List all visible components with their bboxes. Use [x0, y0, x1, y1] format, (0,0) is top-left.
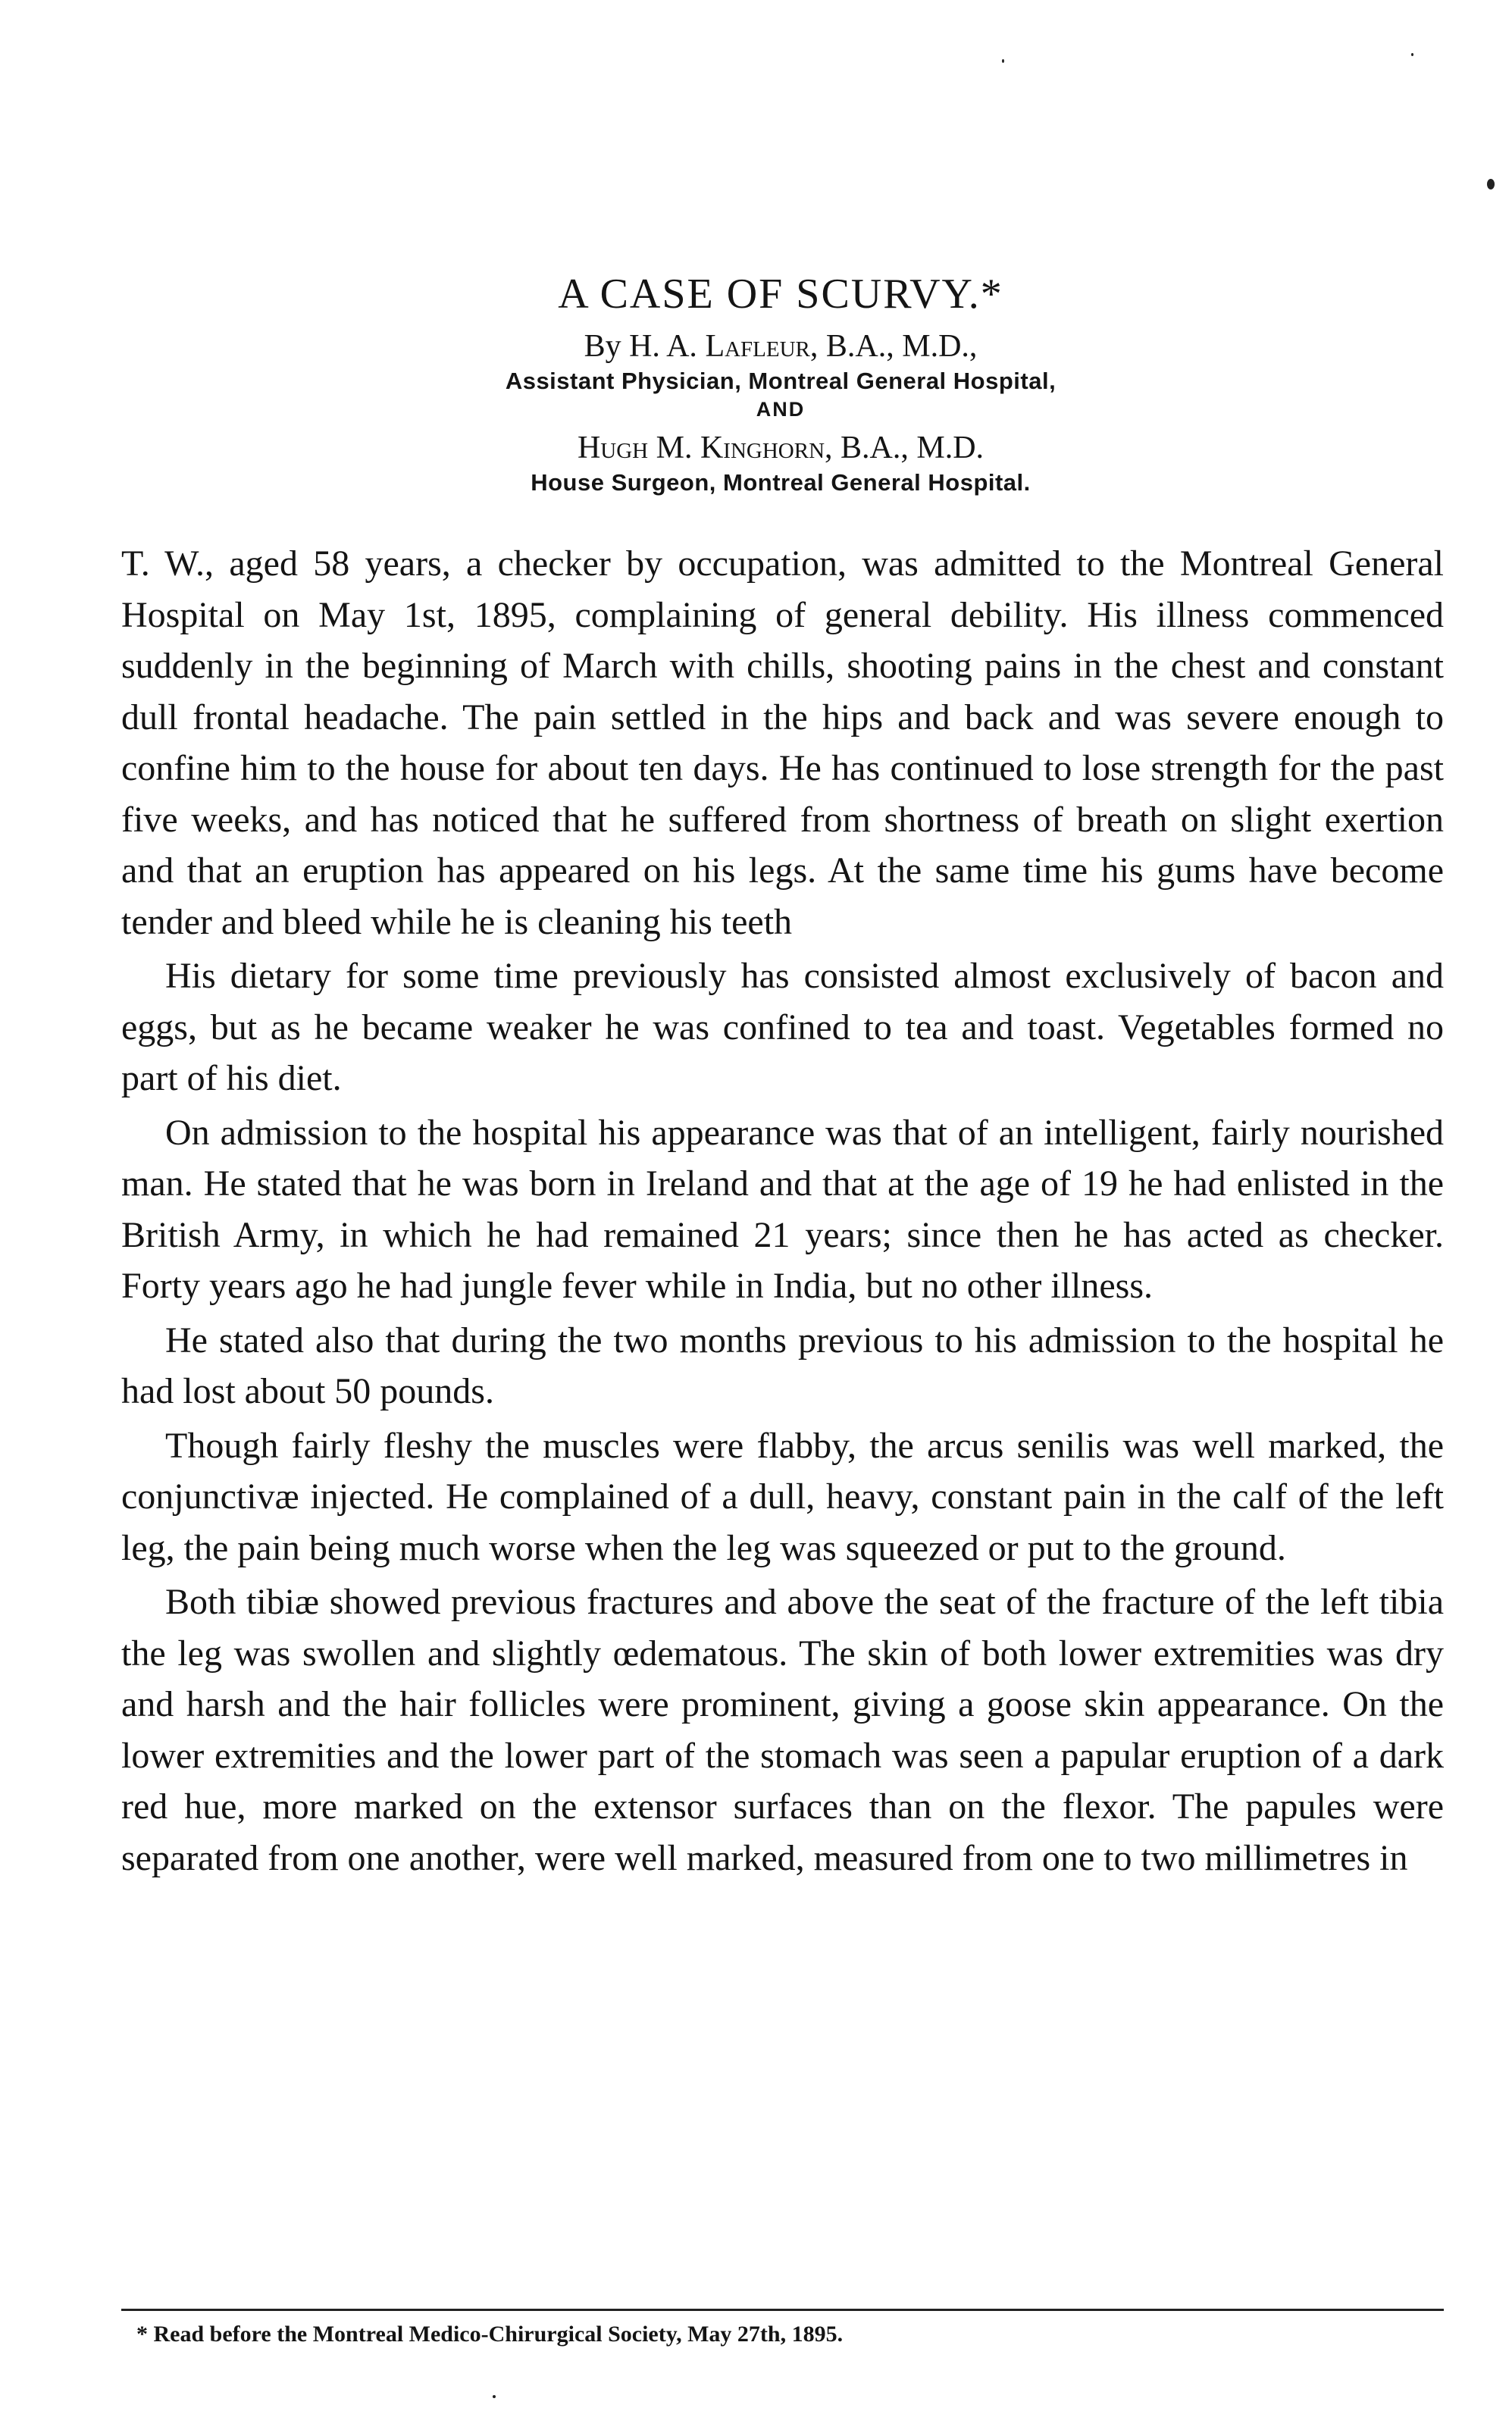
and-separator: AND [756, 398, 806, 421]
author-2-affiliation: House Surgeon, Montreal General Hospital. [531, 469, 1031, 496]
author-2-name: Kinghorn [700, 431, 825, 465]
paragraph: Both tibiæ showed previous fractures and above the seat of the fracture of the left tibia the leg was swollen and slightly œdematous. The skin of both lower extremities was dry and harsh and the hair follicles were prominent, giving a goose skin appearance. On the lower extremities and the lower part of the stomach was seen a papular eruption of a dark red hue, more marked on the extensor surfaces than on the flexor. The papules were separated from one another, were well marked, measured from one to two millimetres in [121, 1582, 1444, 1878]
article-body [121, 538, 1444, 1887]
footnote-rule [121, 2309, 1444, 2311]
paragraph: He stated also that during the two months previous to his admission to the hospital he had lost about 50 pounds. [121, 1320, 1444, 1411]
author-2-first-name: Hugh [577, 431, 649, 465]
author-2-initial: M. [648, 431, 700, 465]
speck [1002, 59, 1004, 63]
paragraph: Though fairly fleshy the muscles were flabby, the arcus senilis was well marked, the conjunctivæ injected. He complained of a dull, heavy, constant pain in the calf of the left leg, the pain being much worse when the leg was squeezed or put to the ground. [121, 1425, 1444, 1568]
author-1-name: Lafleur [705, 329, 810, 364]
title-block [121, 269, 1440, 498]
author-1-affiliation: Assistant Physician, Montreal General Hospital, [505, 368, 1057, 394]
speck [493, 2395, 496, 2398]
paragraph: On admission to the hospital his appearance was that of an intelligent, fairly nourished man. He stated that he was born in Ireland and that at the age of 19 he had enlisted in the British Army, in which he had remained 21 years; since then he has acted as checker. Forty years ago he had jungle fever while in India, but no other illness. [121, 1112, 1444, 1306]
footnote: * Read before the Montreal Medico-Chirurgical Society, May 27th, 1895. [136, 2322, 844, 2347]
speck [1411, 53, 1413, 56]
article-title: A CASE OF SCURVY.* [558, 271, 1003, 318]
speck [1487, 179, 1495, 189]
author-1-prefix: By H. A. [584, 329, 706, 364]
author-1-byline [121, 327, 1440, 366]
author-2-degrees: , B.A., M.D. [825, 431, 985, 465]
author-2-byline [121, 428, 1440, 468]
paragraph: His dietary for some time previously has consisted almost exclusively of bacon and eggs, but as he became weaker he was confined to tea and toast. Vegetables formed no part of his diet. [121, 956, 1444, 1098]
paragraph: T. W., aged 58 years, a checker by occupation, was admitted to the Montreal General Hospital on May 1st, 1895, complaining of general debility. His illness commenced suddenly in the beginning of March with chills, shooting pains in the chest and constant dull frontal headache. The pain settled in the hips and back and was severe enough to confine him to the house for about ten days. He has continued to lose strength for the past five weeks, and has noticed that he suffered from shortness of breath on slight exertion and that an eruption has appeared on his legs. At the same time his gums have become tender and bleed while he is cleaning his teeth [121, 543, 1444, 942]
author-1-degrees: , B.A., M.D., [809, 329, 978, 364]
